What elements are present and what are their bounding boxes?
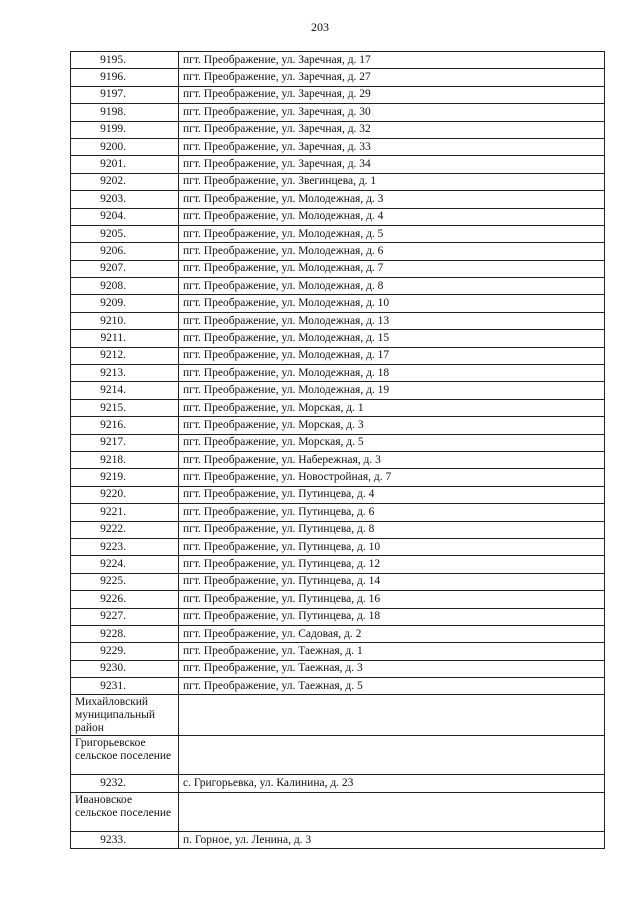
row-address: пгт. Преображение, ул. Путинцева, д. 12 [179, 556, 605, 573]
table-row [71, 434, 605, 451]
row-number: 9229. [71, 643, 179, 660]
table-row [71, 243, 605, 260]
row-number: 9205. [71, 225, 179, 242]
row-number: 9195. [71, 52, 179, 69]
row-number: 9221. [71, 504, 179, 521]
table-row [71, 775, 605, 792]
row-number: 9200. [71, 138, 179, 155]
table-row [71, 138, 605, 155]
row-address: пгт. Преображение, ул. Молодежная, д. 7 [179, 260, 605, 277]
row-number: 9225. [71, 573, 179, 590]
row-address: пгт. Преображение, ул. Молодежная, д. 4 [179, 208, 605, 225]
row-number: 9216. [71, 417, 179, 434]
settlement-row [71, 736, 605, 775]
row-address: пгт. Преображение, ул. Морская, д. 3 [179, 417, 605, 434]
address-table [70, 51, 605, 849]
row-address: пгт. Преображение, ул. Молодежная, д. 15 [179, 330, 605, 347]
row-address: пгт. Преображение, ул. Таежная, д. 5 [179, 678, 605, 695]
row-number: 9215. [71, 399, 179, 416]
table-row [71, 295, 605, 312]
table-row [71, 831, 605, 848]
row-address: пгт. Преображение, ул. Заречная, д. 33 [179, 138, 605, 155]
table-row [71, 69, 605, 86]
empty-cell [179, 695, 605, 736]
table-row [71, 504, 605, 521]
table-row [71, 312, 605, 329]
row-number: 9204. [71, 208, 179, 225]
row-number: 9230. [71, 660, 179, 677]
row-number: 9208. [71, 278, 179, 295]
row-address: пгт. Преображение, ул. Морская, д. 1 [179, 399, 605, 416]
table-row [71, 52, 605, 69]
row-number: 9226. [71, 591, 179, 608]
table-row [71, 156, 605, 173]
row-address: пгт. Преображение, ул. Молодежная, д. 18 [179, 365, 605, 382]
table-row [71, 347, 605, 364]
row-address: пгт. Преображение, ул. Путинцева, д. 4 [179, 486, 605, 503]
row-number: 9210. [71, 312, 179, 329]
table-row [71, 121, 605, 138]
row-number: 9233. [71, 831, 179, 848]
row-number: 9218. [71, 451, 179, 468]
row-address: пгт. Преображение, ул. Путинцева, д. 10 [179, 538, 605, 555]
address-table-body [71, 52, 605, 849]
row-address: пгт. Преображение, ул. Таежная, д. 3 [179, 660, 605, 677]
district-row [71, 695, 605, 736]
row-address: пгт. Преображение, ул. Молодежная, д. 6 [179, 243, 605, 260]
row-address: пгт. Преображение, ул. Заречная, д. 17 [179, 52, 605, 69]
table-row [71, 278, 605, 295]
row-address: пгт. Преображение, ул. Садовая, д. 2 [179, 625, 605, 642]
table-row [71, 330, 605, 347]
row-address: пгт. Преображение, ул. Заречная, д. 27 [179, 69, 605, 86]
table-row [71, 208, 605, 225]
row-address: пгт. Преображение, ул. Заречная, д. 29 [179, 86, 605, 103]
table-row [71, 260, 605, 277]
page-number: 203 [311, 20, 329, 34]
row-address: пгт. Преображение, ул. Молодежная, д. 17 [179, 347, 605, 364]
row-address: пгт. Преображение, ул. Заречная, д. 34 [179, 156, 605, 173]
table-row [71, 625, 605, 642]
table-row [71, 678, 605, 695]
row-address: пгт. Преображение, ул. Молодежная, д. 8 [179, 278, 605, 295]
table-row [71, 399, 605, 416]
row-address: с. Григорьевка, ул. Калинина, д. 23 [179, 775, 605, 792]
row-address: пгт. Преображение, ул. Молодежная, д. 5 [179, 225, 605, 242]
row-number: 9220. [71, 486, 179, 503]
table-row [71, 521, 605, 538]
table-row [71, 591, 605, 608]
settlement-row [71, 792, 605, 831]
row-address: п. Горное, ул. Ленина, д. 3 [179, 831, 605, 848]
table-row [71, 660, 605, 677]
row-address: пгт. Преображение, ул. Таежная, д. 1 [179, 643, 605, 660]
row-number: 9203. [71, 191, 179, 208]
row-address: пгт. Преображение, ул. Путинцева, д. 14 [179, 573, 605, 590]
row-number: 9202. [71, 173, 179, 190]
row-number: 9224. [71, 556, 179, 573]
row-number: 9198. [71, 104, 179, 121]
row-number: 9219. [71, 469, 179, 486]
row-number: 9211. [71, 330, 179, 347]
table-row [71, 608, 605, 625]
row-number: 9223. [71, 538, 179, 555]
row-number: 9209. [71, 295, 179, 312]
table-row [71, 191, 605, 208]
table-row [71, 556, 605, 573]
row-address: пгт. Преображение, ул. Молодежная, д. 3 [179, 191, 605, 208]
district-name: Михайловский муниципальный район [71, 695, 179, 736]
row-number: 9214. [71, 382, 179, 399]
row-number: 9232. [71, 775, 179, 792]
row-number: 9196. [71, 69, 179, 86]
row-address: пгт. Преображение, ул. Новостройная, д. 7 [179, 469, 605, 486]
row-number: 9227. [71, 608, 179, 625]
row-address: пгт. Преображение, ул. Путинцева, д. 8 [179, 521, 605, 538]
row-address: пгт. Преображение, ул. Заречная, д. 32 [179, 121, 605, 138]
table-row [71, 469, 605, 486]
row-address: пгт. Преображение, ул. Заречная, д. 30 [179, 104, 605, 121]
row-number: 9207. [71, 260, 179, 277]
table-row [71, 104, 605, 121]
row-address: пгт. Преображение, ул. Молодежная, д. 10 [179, 295, 605, 312]
table-row [71, 365, 605, 382]
row-number: 9212. [71, 347, 179, 364]
table-row [71, 417, 605, 434]
row-address: пгт. Преображение, ул. Молодежная, д. 19 [179, 382, 605, 399]
row-number: 9222. [71, 521, 179, 538]
table-row [71, 486, 605, 503]
settlement-name: Григорьевское сельское поселение [71, 736, 179, 775]
table-row [71, 538, 605, 555]
row-number: 9206. [71, 243, 179, 260]
row-number: 9201. [71, 156, 179, 173]
row-address: пгт. Преображение, ул. Звегинцева, д. 1 [179, 173, 605, 190]
row-address: пгт. Преображение, ул. Путинцева, д. 6 [179, 504, 605, 521]
table-row [71, 173, 605, 190]
row-address: пгт. Преображение, ул. Молодежная, д. 13 [179, 312, 605, 329]
empty-cell [179, 792, 605, 831]
settlement-name: Ивановское сельское поселение [71, 792, 179, 831]
table-row [71, 225, 605, 242]
row-number: 9197. [71, 86, 179, 103]
row-number: 9213. [71, 365, 179, 382]
table-row [71, 451, 605, 468]
row-number: 9217. [71, 434, 179, 451]
table-row [71, 643, 605, 660]
row-number: 9199. [71, 121, 179, 138]
row-number: 9228. [71, 625, 179, 642]
row-address: пгт. Преображение, ул. Путинцева, д. 18 [179, 608, 605, 625]
row-address: пгт. Преображение, ул. Морская, д. 5 [179, 434, 605, 451]
row-address: пгт. Преображение, ул. Путинцева, д. 16 [179, 591, 605, 608]
table-row [71, 382, 605, 399]
row-address: пгт. Преображение, ул. Набережная, д. 3 [179, 451, 605, 468]
table-row [71, 86, 605, 103]
row-number: 9231. [71, 678, 179, 695]
empty-cell [179, 736, 605, 775]
table-row [71, 573, 605, 590]
